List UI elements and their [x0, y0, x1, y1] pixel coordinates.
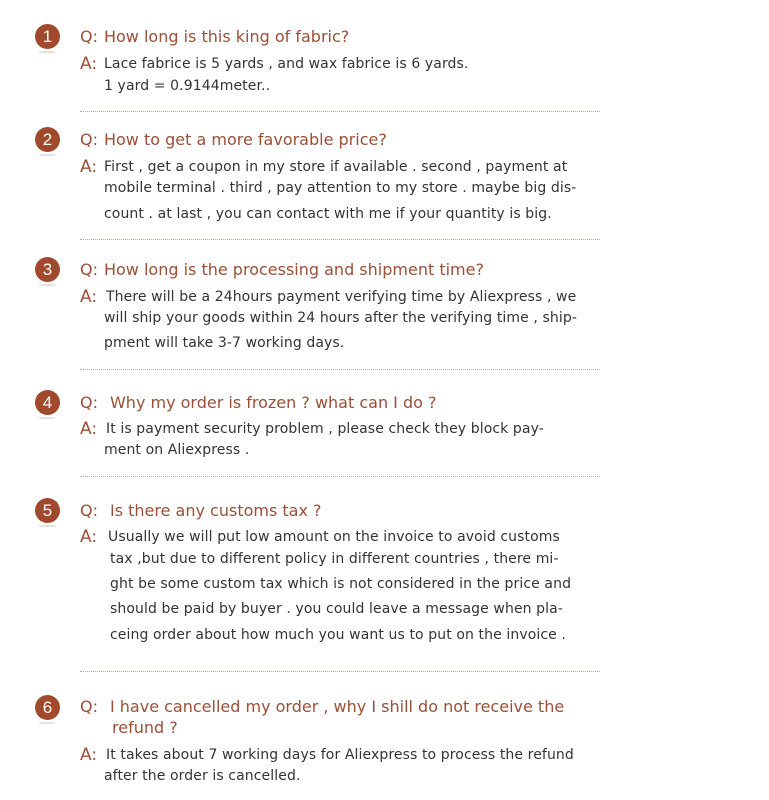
badge-shadow: [38, 51, 56, 53]
question-text: How long is the processing and shipment time?: [103, 260, 484, 279]
question-prefix: Q:: [80, 697, 98, 716]
question-prefix: Q:: [80, 393, 98, 412]
number-badge-6: [35, 695, 60, 720]
answer-prefix: A:: [80, 287, 98, 307]
question-6-line-2: [112, 718, 178, 738]
answer-prefix: A:: [80, 157, 98, 177]
answer-line: It is payment security problem , please check they block pay-: [106, 421, 544, 437]
badge-shadow: [38, 417, 56, 419]
question-text: Is there any customs tax ?: [109, 501, 322, 520]
answer-prefix: A:: [80, 745, 98, 765]
number-badge-1: [35, 24, 60, 49]
answer-line: Lace fabrice is 5 yards , and wax fabrice is 6 yards.: [104, 56, 469, 72]
answer-line: Usually we will put low amount on the invoice to avoid customs: [108, 529, 560, 545]
answer-line: count . at last , you can contact with me if your quantity is big.: [104, 206, 552, 222]
question-prefix: Q:: [80, 501, 98, 520]
number-badge-4: [35, 390, 60, 415]
answer-line: will ship your goods within 24 hours after the verifying time , ship-: [104, 310, 578, 326]
svg-text:3: 3: [42, 260, 53, 279]
badge-shadow: [38, 284, 56, 286]
badge-shadow: [38, 154, 56, 156]
divider: [80, 239, 600, 240]
svg-text:6: 6: [42, 698, 53, 717]
answer-line: 1 yard = 0.9144meter..: [104, 78, 271, 94]
svg-text:2: 2: [42, 130, 53, 149]
question-1: [80, 27, 349, 47]
number-badge-icon: [35, 127, 60, 152]
divider: [80, 111, 600, 112]
number-badge-icon: [35, 390, 60, 415]
answer-line: ght be some custom tax which is not considered in the price and: [110, 576, 572, 592]
number-badge-icon: [35, 498, 60, 523]
number-badge-2: [35, 127, 60, 152]
question-3: [80, 260, 484, 280]
answer-prefix: A:: [80, 54, 98, 74]
answer-line: There will be a 24hours payment verifying time by Aliexpress , we: [106, 289, 577, 305]
number-badge-icon: [35, 257, 60, 282]
question-5: [80, 501, 322, 521]
divider: [80, 476, 600, 477]
question-text-continued: refund ?: [112, 718, 178, 737]
answer-line: mobile terminal . third , pay attention to my store . maybe big dis-: [104, 180, 577, 196]
answer-line: pment will take 3-7 working days.: [104, 335, 345, 351]
question-4: [80, 393, 437, 413]
svg-text:1: 1: [42, 27, 53, 46]
number-badge-icon: [35, 24, 60, 49]
divider: [80, 671, 600, 672]
question-text: I have cancelled my order , why I shill do not receive the: [109, 697, 565, 716]
question-2: [80, 130, 387, 150]
question-6: [80, 697, 564, 717]
answer-line: ceing order about how much you want us to put on the invoice .: [110, 627, 566, 643]
answer-prefix: A:: [80, 419, 98, 439]
answer-line: after the order is cancelled.: [104, 768, 301, 784]
badge-shadow: [38, 722, 56, 724]
number-badge-3: [35, 257, 60, 282]
question-text: How to get a more favorable price?: [103, 130, 387, 149]
question-prefix: Q:: [80, 130, 98, 149]
svg-text:5: 5: [42, 501, 53, 520]
number-badge-icon: [35, 695, 60, 720]
question-prefix: Q:: [80, 260, 98, 279]
answer-line: First , get a coupon in my store if available . second , payment at: [104, 159, 568, 175]
question-prefix: Q:: [80, 27, 98, 46]
answer-prefix: A:: [80, 527, 98, 547]
answer-line: tax ,but due to different policy in different countries , there mi-: [110, 551, 559, 567]
answer-line: ment on Aliexpress .: [104, 442, 250, 458]
answer-line: should be paid by buyer . you could leave a message when pla-: [110, 601, 563, 617]
answer-line: It takes about 7 working days for Aliexpress to process the refund: [106, 747, 574, 763]
badge-shadow: [38, 525, 56, 527]
question-text: Why my order is frozen ? what can I do ?: [109, 393, 437, 412]
number-badge-5: [35, 498, 60, 523]
divider: [80, 369, 600, 370]
question-text: How long is this king of fabric?: [103, 27, 350, 46]
svg-text:4: 4: [42, 393, 53, 412]
